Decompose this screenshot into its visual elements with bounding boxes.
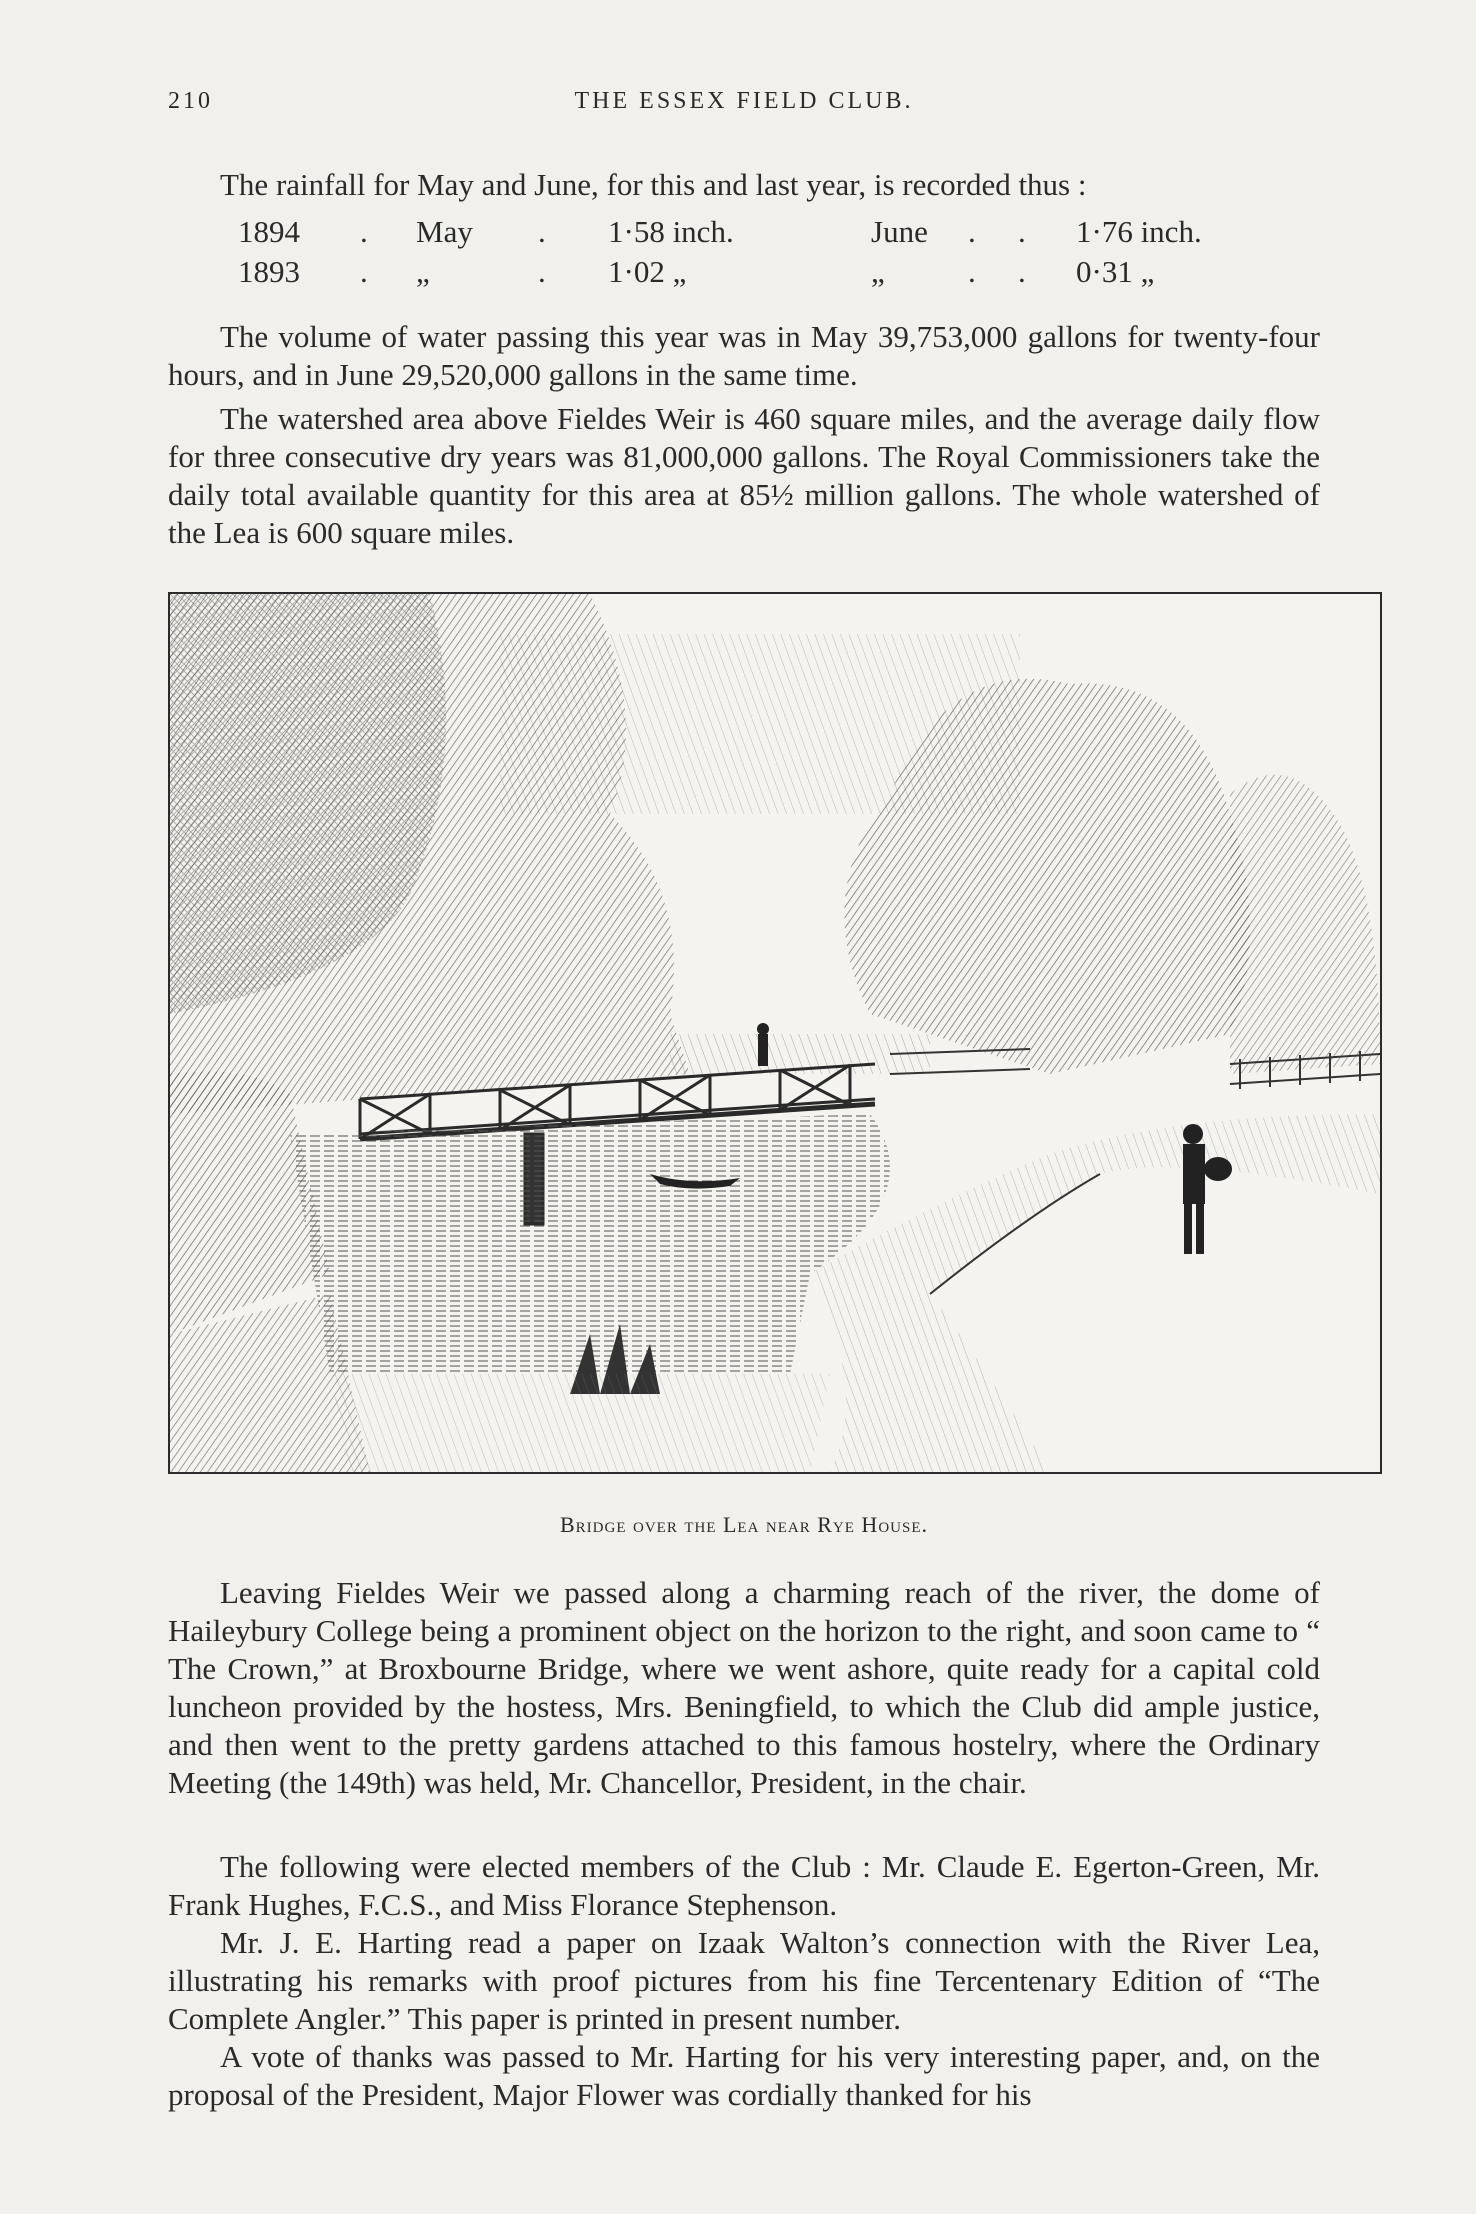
rainfall-intro: The rainfall for May and June, for this and last year, is recorded thus : xyxy=(220,167,1087,202)
bridge-illustration xyxy=(168,592,1382,1474)
watershed-paragraph: The watershed area above Fieldes Weir is 460 square miles, and the average daily flow for three consecutive dry years was 81,000,000 gallons. The Royal Commissioners take the daily total available quantity for this area at 85½ million gallons. The whole watershed of the Lea is 600 square miles. xyxy=(168,401,1320,550)
page-number: 210 xyxy=(168,88,213,114)
rainfall-row: 1894 . May . 1·58 inch. June . . 1·76 inch. xyxy=(238,214,1202,249)
leaving-paragraph: Leaving Fieldes Weir we passed along a charming reach of the river, the dome of Haileybury College being a prominent object on the horizon to the right, and soon came to “ The Crown,” at Broxbourne Bridge, where we went ashore, quite ready for a capital cold luncheon provided by the hostess, Mrs. Beningfield, to which the Club did ample justice, and then went to the pretty gardens attached to this famous hostelry, where the Ordinary Meeting (the 149th) was held, Mr. Chancellor, President, in the chair. xyxy=(168,1575,1320,1800)
page-header xyxy=(168,88,1320,128)
rainfall-row: 1893 . „ . 1·02 „ „ . . 0·31 „ xyxy=(238,254,1155,289)
harting-paragraph: Mr. J. E. Harting read a paper on Izaak Walton’s connection with the River Lea, illustrating his remarks with proof pictures from his fine Tercentenary Edition of “The Complete Angler.” This paper is printed in present number. xyxy=(168,1925,1320,2036)
engraving-image xyxy=(170,594,1380,1472)
running-title: THE ESSEX FIELD CLUB. xyxy=(574,88,914,114)
figure-caption: Bridge over the Lea near Rye House. xyxy=(560,1512,928,1537)
vote-paragraph: A vote of thanks was passed to Mr. Harting for his very interesting paper, and, on the proposal of the President, Major Flower was cordially thanked for his xyxy=(168,2039,1320,2112)
volume-paragraph: The volume of water passing this year was in May 39,753,000 gallons for twenty-four hours, and in June 29,520,000 gallons in the same time. xyxy=(168,319,1320,392)
members-paragraph: The following were elected members of the Club : Mr. Claude E. Egerton-Green, Mr. Frank Hughes, F.C.S., and Miss Florance Stephenson. xyxy=(168,1849,1320,1922)
rainfall-table xyxy=(238,212,1278,292)
